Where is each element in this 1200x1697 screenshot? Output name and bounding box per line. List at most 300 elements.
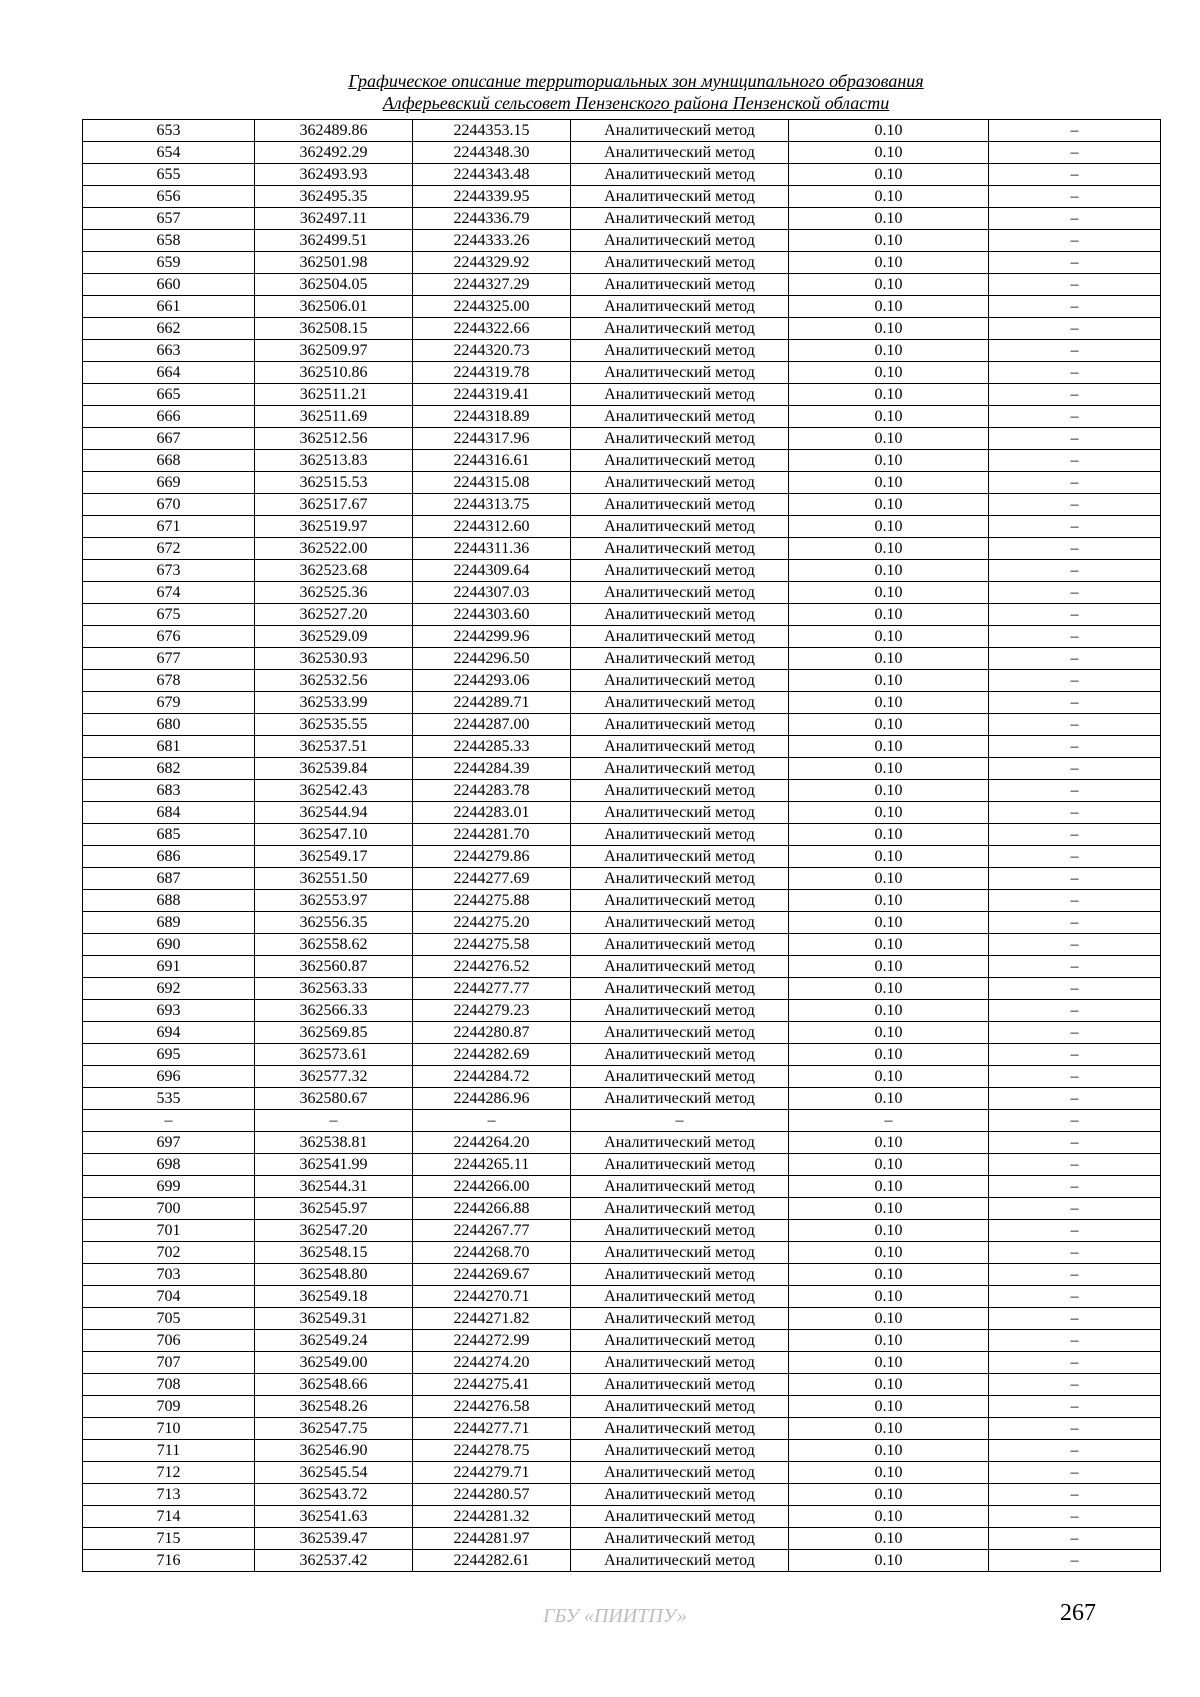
point-number-cell: 659: [83, 252, 255, 274]
y-coordinate-cell: 2244299.96: [413, 626, 571, 648]
table-row: [83, 934, 1161, 956]
y-coordinate-cell: 2244282.69: [413, 1044, 571, 1066]
method-cell: Аналитический метод: [571, 1286, 789, 1308]
y-coordinate-cell: 2244333.26: [413, 230, 571, 252]
point-number-cell: 714: [83, 1506, 255, 1528]
table-row: [83, 692, 1161, 714]
precision-cell: 0.10: [789, 868, 989, 890]
x-coordinate-cell: 362527.20: [255, 604, 413, 626]
y-coordinate-cell: 2244280.87: [413, 1022, 571, 1044]
y-coordinate-cell: 2244266.00: [413, 1176, 571, 1198]
precision-cell: 0.10: [789, 1132, 989, 1154]
table-row: [83, 1374, 1161, 1396]
precision-cell: 0.10: [789, 208, 989, 230]
description-cell: –: [989, 1000, 1161, 1022]
point-number-cell: 703: [83, 1264, 255, 1286]
point-number-cell: 657: [83, 208, 255, 230]
x-coordinate-cell: 362545.97: [255, 1198, 413, 1220]
y-coordinate-cell: 2244281.97: [413, 1528, 571, 1550]
description-cell: –: [989, 186, 1161, 208]
point-number-cell: 664: [83, 362, 255, 384]
x-coordinate-cell: 362529.09: [255, 626, 413, 648]
x-coordinate-cell: –: [255, 1110, 413, 1132]
point-number-cell: 700: [83, 1198, 255, 1220]
precision-cell: 0.10: [789, 912, 989, 934]
description-cell: –: [989, 340, 1161, 362]
precision-cell: 0.10: [789, 736, 989, 758]
description-cell: –: [989, 1506, 1161, 1528]
description-cell: –: [989, 890, 1161, 912]
y-coordinate-cell: 2244266.88: [413, 1198, 571, 1220]
description-cell: –: [989, 384, 1161, 406]
precision-cell: 0.10: [789, 450, 989, 472]
precision-cell: 0.10: [789, 164, 989, 186]
point-number-cell: 666: [83, 406, 255, 428]
point-number-cell: 711: [83, 1440, 255, 1462]
description-cell: –: [989, 934, 1161, 956]
point-number-cell: 690: [83, 934, 255, 956]
table-row: [83, 1176, 1161, 1198]
y-coordinate-cell: 2244280.57: [413, 1484, 571, 1506]
method-cell: Аналитический метод: [571, 670, 789, 692]
y-coordinate-cell: 2244296.50: [413, 648, 571, 670]
point-number-cell: 670: [83, 494, 255, 516]
y-coordinate-cell: 2244320.73: [413, 340, 571, 362]
description-cell: –: [989, 1396, 1161, 1418]
method-cell: Аналитический метод: [571, 1330, 789, 1352]
y-coordinate-cell: –: [413, 1110, 571, 1132]
point-number-cell: 658: [83, 230, 255, 252]
table-row: [83, 384, 1161, 406]
precision-cell: 0.10: [789, 362, 989, 384]
table-row: [83, 208, 1161, 230]
table-row: [83, 472, 1161, 494]
x-coordinate-cell: 362499.51: [255, 230, 413, 252]
method-cell: Аналитический метод: [571, 538, 789, 560]
x-coordinate-cell: 362548.66: [255, 1374, 413, 1396]
method-cell: Аналитический метод: [571, 1066, 789, 1088]
point-number-cell: 696: [83, 1066, 255, 1088]
y-coordinate-cell: 2244343.48: [413, 164, 571, 186]
y-coordinate-cell: 2244348.30: [413, 142, 571, 164]
description-cell: –: [989, 1110, 1161, 1132]
y-coordinate-cell: 2244325.00: [413, 296, 571, 318]
precision-cell: 0.10: [789, 538, 989, 560]
x-coordinate-cell: 362569.85: [255, 1022, 413, 1044]
description-cell: –: [989, 912, 1161, 934]
description-cell: –: [989, 824, 1161, 846]
point-number-cell: 712: [83, 1462, 255, 1484]
table-row: [83, 1110, 1161, 1132]
x-coordinate-cell: 362519.97: [255, 516, 413, 538]
description-cell: –: [989, 626, 1161, 648]
table-row: [83, 868, 1161, 890]
method-cell: Аналитический метод: [571, 1264, 789, 1286]
description-cell: –: [989, 758, 1161, 780]
point-number-cell: 672: [83, 538, 255, 560]
point-number-cell: 678: [83, 670, 255, 692]
precision-cell: 0.10: [789, 604, 989, 626]
table-row: [83, 494, 1161, 516]
x-coordinate-cell: 362537.42: [255, 1550, 413, 1572]
y-coordinate-cell: 2244319.41: [413, 384, 571, 406]
precision-cell: 0.10: [789, 1528, 989, 1550]
method-cell: Аналитический метод: [571, 450, 789, 472]
point-number-cell: 709: [83, 1396, 255, 1418]
method-cell: Аналитический метод: [571, 406, 789, 428]
description-cell: –: [989, 714, 1161, 736]
precision-cell: 0.10: [789, 648, 989, 670]
table-row: [83, 1132, 1161, 1154]
precision-cell: 0.10: [789, 934, 989, 956]
method-cell: Аналитический метод: [571, 1220, 789, 1242]
page-number: 267: [1060, 1600, 1096, 1626]
point-number-cell: 710: [83, 1418, 255, 1440]
x-coordinate-cell: 362504.05: [255, 274, 413, 296]
description-cell: –: [989, 472, 1161, 494]
description-cell: –: [989, 1044, 1161, 1066]
method-cell: Аналитический метод: [571, 252, 789, 274]
method-cell: Аналитический метод: [571, 1528, 789, 1550]
description-cell: –: [989, 296, 1161, 318]
description-cell: –: [989, 1176, 1161, 1198]
table-row: [83, 1330, 1161, 1352]
x-coordinate-cell: 362509.97: [255, 340, 413, 362]
precision-cell: 0.10: [789, 230, 989, 252]
method-cell: Аналитический метод: [571, 1022, 789, 1044]
description-cell: –: [989, 1132, 1161, 1154]
x-coordinate-cell: 362539.47: [255, 1528, 413, 1550]
point-number-cell: 653: [83, 120, 255, 142]
description-cell: –: [989, 846, 1161, 868]
description-cell: –: [989, 1330, 1161, 1352]
y-coordinate-cell: 2244282.61: [413, 1550, 571, 1572]
precision-cell: 0.10: [789, 1154, 989, 1176]
method-cell: Аналитический метод: [571, 1396, 789, 1418]
table-row: [83, 120, 1161, 142]
y-coordinate-cell: 2244277.77: [413, 978, 571, 1000]
y-coordinate-cell: 2244307.03: [413, 582, 571, 604]
description-cell: –: [989, 802, 1161, 824]
point-number-cell: 673: [83, 560, 255, 582]
table-row: [83, 582, 1161, 604]
table-row: [83, 714, 1161, 736]
footer-organization: ГБУ «ПИИТПУ»: [543, 1605, 687, 1627]
method-cell: Аналитический метод: [571, 714, 789, 736]
method-cell: Аналитический метод: [571, 736, 789, 758]
method-cell: Аналитический метод: [571, 318, 789, 340]
table-row: [83, 516, 1161, 538]
precision-cell: 0.10: [789, 780, 989, 802]
precision-cell: 0.10: [789, 802, 989, 824]
description-cell: –: [989, 1264, 1161, 1286]
point-number-cell: 701: [83, 1220, 255, 1242]
table-row: [83, 1198, 1161, 1220]
description-cell: –: [989, 1352, 1161, 1374]
description-cell: –: [989, 1550, 1161, 1572]
precision-cell: 0.10: [789, 1176, 989, 1198]
y-coordinate-cell: 2244275.20: [413, 912, 571, 934]
method-cell: Аналитический метод: [571, 208, 789, 230]
x-coordinate-cell: 362548.26: [255, 1396, 413, 1418]
method-cell: Аналитический метод: [571, 868, 789, 890]
description-cell: –: [989, 780, 1161, 802]
point-number-cell: 654: [83, 142, 255, 164]
x-coordinate-cell: 362549.31: [255, 1308, 413, 1330]
precision-cell: 0.10: [789, 1308, 989, 1330]
x-coordinate-cell: 362538.81: [255, 1132, 413, 1154]
method-cell: Аналитический метод: [571, 604, 789, 626]
x-coordinate-cell: 362549.00: [255, 1352, 413, 1374]
method-cell: Аналитический метод: [571, 1484, 789, 1506]
precision-cell: 0.10: [789, 758, 989, 780]
method-cell: Аналитический метод: [571, 362, 789, 384]
precision-cell: 0.10: [789, 956, 989, 978]
y-coordinate-cell: 2244270.71: [413, 1286, 571, 1308]
point-number-cell: 662: [83, 318, 255, 340]
table-row: [83, 186, 1161, 208]
x-coordinate-cell: 362558.62: [255, 934, 413, 956]
table-row: [83, 142, 1161, 164]
description-cell: –: [989, 978, 1161, 1000]
precision-cell: –: [789, 1110, 989, 1132]
y-coordinate-cell: 2244318.89: [413, 406, 571, 428]
description-cell: –: [989, 428, 1161, 450]
table-row: [83, 428, 1161, 450]
method-cell: Аналитический метод: [571, 846, 789, 868]
point-number-cell: 702: [83, 1242, 255, 1264]
point-number-cell: 660: [83, 274, 255, 296]
description-cell: –: [989, 1242, 1161, 1264]
y-coordinate-cell: 2244293.06: [413, 670, 571, 692]
table-row: [83, 362, 1161, 384]
point-number-cell: 535: [83, 1088, 255, 1110]
precision-cell: 0.10: [789, 1220, 989, 1242]
precision-cell: 0.10: [789, 1286, 989, 1308]
description-cell: –: [989, 406, 1161, 428]
table-row: [83, 1044, 1161, 1066]
precision-cell: 0.10: [789, 1440, 989, 1462]
y-coordinate-cell: 2244281.70: [413, 824, 571, 846]
x-coordinate-cell: 362551.50: [255, 868, 413, 890]
precision-cell: 0.10: [789, 626, 989, 648]
point-number-cell: 684: [83, 802, 255, 824]
y-coordinate-cell: 2244276.52: [413, 956, 571, 978]
method-cell: Аналитический метод: [571, 384, 789, 406]
precision-cell: 0.10: [789, 560, 989, 582]
table-row: [83, 340, 1161, 362]
x-coordinate-cell: 362537.51: [255, 736, 413, 758]
point-number-cell: 704: [83, 1286, 255, 1308]
x-coordinate-cell: 362573.61: [255, 1044, 413, 1066]
precision-cell: 0.10: [789, 1088, 989, 1110]
point-number-cell: 671: [83, 516, 255, 538]
precision-cell: 0.10: [789, 318, 989, 340]
point-number-cell: 716: [83, 1550, 255, 1572]
x-coordinate-cell: 362547.20: [255, 1220, 413, 1242]
table-row: [83, 1352, 1161, 1374]
table-row: [83, 1484, 1161, 1506]
x-coordinate-cell: 362497.11: [255, 208, 413, 230]
description-cell: –: [989, 1484, 1161, 1506]
table-row: [83, 1154, 1161, 1176]
x-coordinate-cell: 362580.67: [255, 1088, 413, 1110]
x-coordinate-cell: 362493.93: [255, 164, 413, 186]
point-number-cell: 688: [83, 890, 255, 912]
y-coordinate-cell: 2244316.61: [413, 450, 571, 472]
table-row: [83, 252, 1161, 274]
table-row: [83, 1088, 1161, 1110]
y-coordinate-cell: 2244283.01: [413, 802, 571, 824]
x-coordinate-cell: 362560.87: [255, 956, 413, 978]
x-coordinate-cell: 362525.36: [255, 582, 413, 604]
method-cell: –: [571, 1110, 789, 1132]
table-row: [83, 538, 1161, 560]
x-coordinate-cell: 362542.43: [255, 780, 413, 802]
y-coordinate-cell: 2244265.11: [413, 1154, 571, 1176]
x-coordinate-cell: 362549.18: [255, 1286, 413, 1308]
point-number-cell: 699: [83, 1176, 255, 1198]
point-number-cell: 698: [83, 1154, 255, 1176]
description-cell: –: [989, 208, 1161, 230]
description-cell: –: [989, 604, 1161, 626]
y-coordinate-cell: 2244303.60: [413, 604, 571, 626]
x-coordinate-cell: 362512.56: [255, 428, 413, 450]
y-coordinate-cell: 2244285.33: [413, 736, 571, 758]
table-row: [83, 1000, 1161, 1022]
y-coordinate-cell: 2244276.58: [413, 1396, 571, 1418]
precision-cell: 0.10: [789, 1198, 989, 1220]
table-row: [83, 670, 1161, 692]
x-coordinate-cell: 362489.86: [255, 120, 413, 142]
precision-cell: 0.10: [789, 670, 989, 692]
x-coordinate-cell: 362556.35: [255, 912, 413, 934]
precision-cell: 0.10: [789, 1242, 989, 1264]
precision-cell: 0.10: [789, 1418, 989, 1440]
point-number-cell: 691: [83, 956, 255, 978]
page-header: [0, 70, 1200, 114]
method-cell: Аналитический метод: [571, 780, 789, 802]
precision-cell: 0.10: [789, 1330, 989, 1352]
header-title-line-2: Алферьевский сельсовет Пензенского района Пензенской области: [382, 93, 890, 113]
description-cell: –: [989, 142, 1161, 164]
x-coordinate-cell: 362517.67: [255, 494, 413, 516]
precision-cell: 0.10: [789, 1506, 989, 1528]
x-coordinate-cell: 362535.55: [255, 714, 413, 736]
x-coordinate-cell: 362522.00: [255, 538, 413, 560]
description-cell: –: [989, 1462, 1161, 1484]
method-cell: Аналитический метод: [571, 934, 789, 956]
method-cell: Аналитический метод: [571, 1440, 789, 1462]
x-coordinate-cell: 362530.93: [255, 648, 413, 670]
y-coordinate-cell: 2244277.69: [413, 868, 571, 890]
table-row: [83, 1264, 1161, 1286]
y-coordinate-cell: 2244267.77: [413, 1220, 571, 1242]
table-row: [83, 1308, 1161, 1330]
point-number-cell: 685: [83, 824, 255, 846]
description-cell: –: [989, 494, 1161, 516]
method-cell: Аналитический метод: [571, 1418, 789, 1440]
x-coordinate-cell: 362549.17: [255, 846, 413, 868]
description-cell: –: [989, 1308, 1161, 1330]
precision-cell: 0.10: [789, 824, 989, 846]
table-row: [83, 1418, 1161, 1440]
precision-cell: 0.10: [789, 472, 989, 494]
method-cell: Аналитический метод: [571, 560, 789, 582]
table-row: [83, 450, 1161, 472]
y-coordinate-cell: 2244339.95: [413, 186, 571, 208]
method-cell: Аналитический метод: [571, 296, 789, 318]
x-coordinate-cell: 362515.53: [255, 472, 413, 494]
description-cell: –: [989, 1286, 1161, 1308]
method-cell: Аналитический метод: [571, 230, 789, 252]
point-number-cell: 708: [83, 1374, 255, 1396]
table-row: [83, 406, 1161, 428]
x-coordinate-cell: 362508.15: [255, 318, 413, 340]
x-coordinate-cell: 362511.69: [255, 406, 413, 428]
table-row: [83, 1528, 1161, 1550]
description-cell: –: [989, 1418, 1161, 1440]
x-coordinate-cell: 362566.33: [255, 1000, 413, 1022]
point-number-cell: 689: [83, 912, 255, 934]
table-row: [83, 164, 1161, 186]
precision-cell: 0.10: [789, 1462, 989, 1484]
x-coordinate-cell: 362533.99: [255, 692, 413, 714]
description-cell: –: [989, 1528, 1161, 1550]
y-coordinate-cell: 2244287.00: [413, 714, 571, 736]
method-cell: Аналитический метод: [571, 1374, 789, 1396]
method-cell: Аналитический метод: [571, 1044, 789, 1066]
point-number-cell: 692: [83, 978, 255, 1000]
method-cell: Аналитический метод: [571, 1506, 789, 1528]
description-cell: –: [989, 1088, 1161, 1110]
point-number-cell: 669: [83, 472, 255, 494]
table-row: [83, 1022, 1161, 1044]
precision-cell: 0.10: [789, 890, 989, 912]
method-cell: Аналитический метод: [571, 978, 789, 1000]
point-number-cell: 715: [83, 1528, 255, 1550]
method-cell: Аналитический метод: [571, 626, 789, 648]
point-number-cell: 656: [83, 186, 255, 208]
method-cell: Аналитический метод: [571, 1462, 789, 1484]
precision-cell: 0.10: [789, 1484, 989, 1506]
description-cell: –: [989, 516, 1161, 538]
point-number-cell: 676: [83, 626, 255, 648]
method-cell: Аналитический метод: [571, 164, 789, 186]
x-coordinate-cell: 362549.24: [255, 1330, 413, 1352]
method-cell: Аналитический метод: [571, 274, 789, 296]
point-number-cell: 679: [83, 692, 255, 714]
point-number-cell: 665: [83, 384, 255, 406]
method-cell: Аналитический метод: [571, 494, 789, 516]
method-cell: Аналитический метод: [571, 956, 789, 978]
method-cell: Аналитический метод: [571, 890, 789, 912]
precision-cell: 0.10: [789, 296, 989, 318]
precision-cell: 0.10: [789, 384, 989, 406]
precision-cell: 0.10: [789, 120, 989, 142]
table-row: [83, 604, 1161, 626]
table-row: [83, 560, 1161, 582]
x-coordinate-cell: 362563.33: [255, 978, 413, 1000]
description-cell: –: [989, 736, 1161, 758]
x-coordinate-cell: 362501.98: [255, 252, 413, 274]
point-number-cell: 695: [83, 1044, 255, 1066]
x-coordinate-cell: 362546.90: [255, 1440, 413, 1462]
method-cell: Аналитический метод: [571, 472, 789, 494]
y-coordinate-cell: 2244283.78: [413, 780, 571, 802]
precision-cell: 0.10: [789, 1396, 989, 1418]
y-coordinate-cell: 2244286.96: [413, 1088, 571, 1110]
